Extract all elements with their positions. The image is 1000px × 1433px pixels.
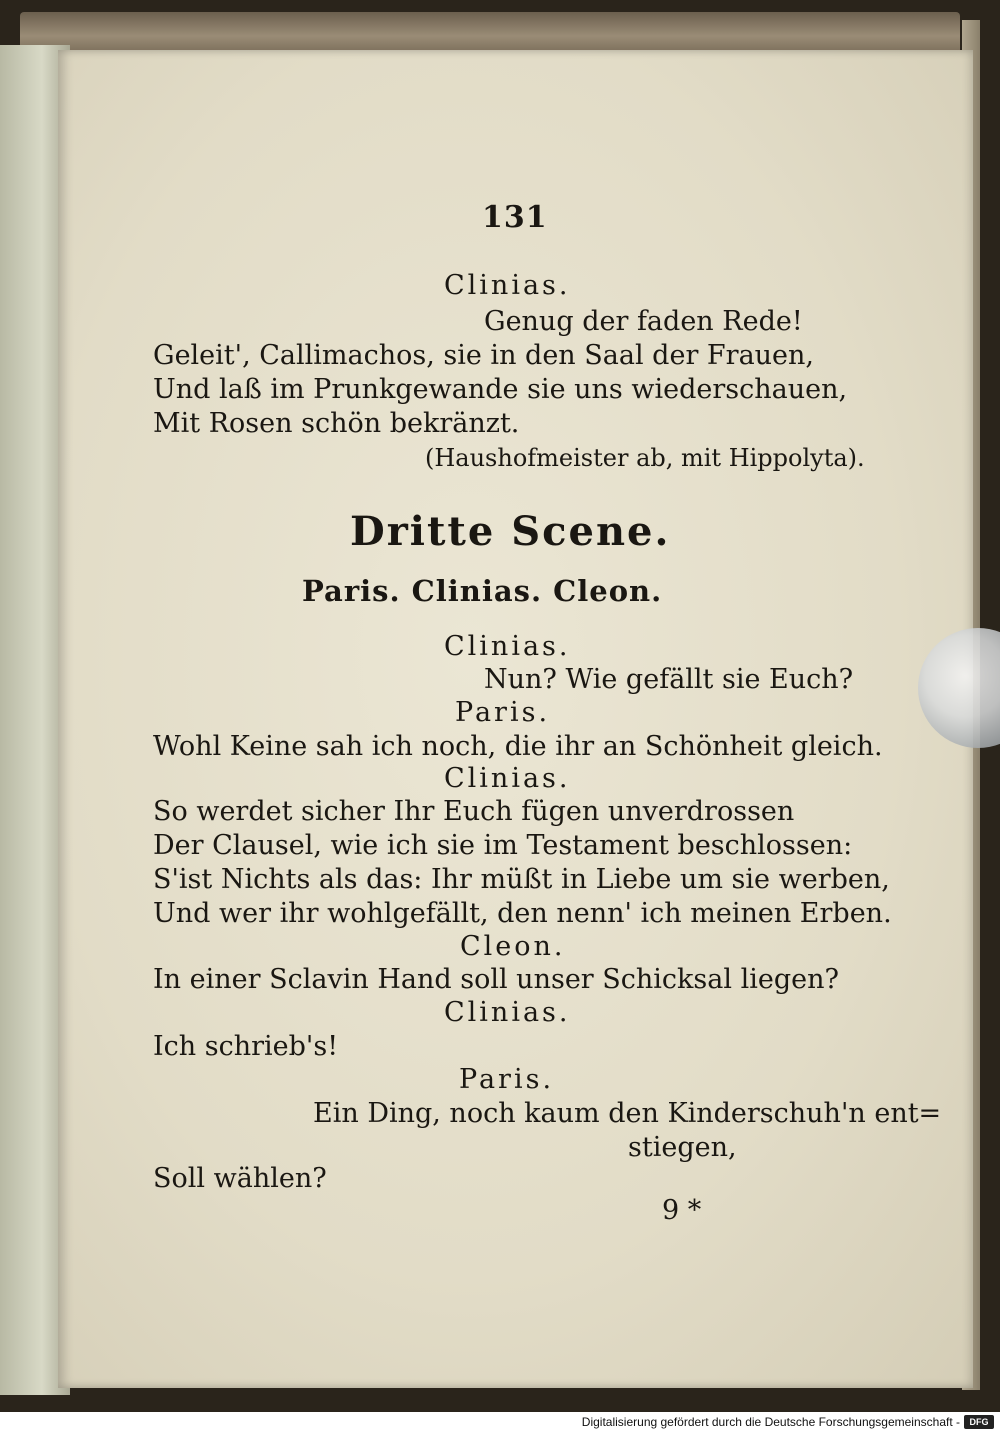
verse-line: stiegen,: [628, 1132, 737, 1163]
scene-heading: Dritte Scene.: [350, 508, 671, 555]
speaker-line: Clinias.: [444, 997, 571, 1028]
characters-heading: Paris. Clinias. Cleon.: [302, 574, 663, 608]
speaker-line: Cleon.: [460, 931, 566, 962]
book-top-edge: [20, 12, 960, 52]
verse-line: Geleit', Callimachos, sie in den Saal der Frauen,: [153, 340, 815, 371]
verse-line: Ein Ding, noch kaum den Kinderschuh'n ent=: [313, 1098, 942, 1129]
speaker-line: Clinias.: [444, 270, 571, 301]
speaker-line: Paris.: [455, 697, 551, 728]
verse-line: Mit Rosen schön bekränzt.: [153, 408, 520, 439]
verse-line: Wohl Keine sah ich noch, die ihr an Schönheit gleich.: [153, 731, 883, 762]
verse-line: Genug der faden Rede!: [484, 306, 803, 337]
verse-line: In einer Sclavin Hand soll unser Schicksal liegen?: [153, 964, 839, 995]
verse-line: Nun? Wie gefällt sie Euch?: [484, 664, 854, 695]
signature-mark: 9 *: [662, 1195, 702, 1226]
verse-line: So werdet sicher Ihr Euch fügen unverdrossen: [153, 796, 795, 827]
stage-direction: (Haushofmeister ab, mit Hippolyta).: [425, 444, 865, 472]
speaker-line: Clinias.: [444, 763, 571, 794]
verse-line: Und laß im Prunkgewande sie uns wiederschauen,: [153, 374, 848, 405]
page-number: 131: [482, 200, 548, 235]
speaker-line: Clinias.: [444, 631, 571, 662]
dfg-logo: DFG: [964, 1415, 994, 1429]
verse-line: S'ist Nichts als das: Ihr müßt in Liebe um sie werben,: [153, 864, 890, 895]
footer-bar: [0, 1412, 1000, 1433]
verse-line: Ich schrieb's!: [153, 1031, 339, 1062]
footer-credit: Digitalisierung gefördert durch die Deutsche Forschungsgemeinschaft -: [581, 1415, 960, 1429]
speaker-line: Paris.: [459, 1064, 555, 1095]
verse-line: Soll wählen?: [153, 1163, 327, 1194]
verse-line: Und wer ihr wohlgefällt, den nenn' ich meinen Erben.: [153, 898, 892, 929]
verse-line: Der Clausel, wie ich sie im Testament beschlossen:: [153, 830, 853, 861]
